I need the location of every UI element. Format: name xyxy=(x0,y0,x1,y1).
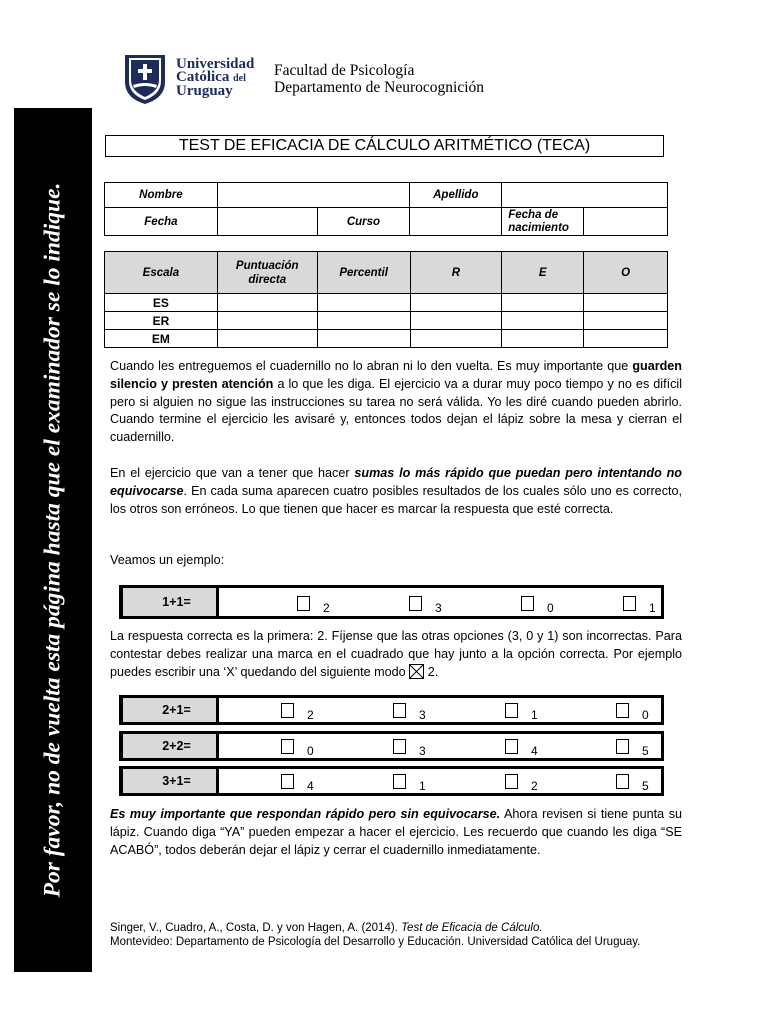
header-puntuacion-directa: Puntuación directa xyxy=(217,252,317,294)
p2-text-c: . En cada suma aparecen cuatro posibles resultados de los cuales sólo uno es correcto, los otros son erróneos. Lo que tienen que hacer es marcar la respuesta que esté correcta. xyxy=(110,483,682,516)
test-title: TEST DE EFICACIA DE CÁLCULO ARITMÉTICO (TECA) xyxy=(105,135,664,157)
checkbox-icon[interactable] xyxy=(409,596,422,611)
checkbox-icon[interactable] xyxy=(281,774,294,789)
option-value: 0 xyxy=(547,601,554,615)
practice-label: 2+1= xyxy=(123,698,219,722)
option-value: 2 xyxy=(307,708,314,722)
practice-row-2 xyxy=(119,731,664,761)
header-o: O xyxy=(584,252,668,294)
instructions-p4 xyxy=(110,628,682,681)
checked-box-icon xyxy=(409,664,424,679)
label-fecha-nacimiento xyxy=(502,208,584,236)
checkbox-icon[interactable] xyxy=(623,596,636,611)
option-value: 4 xyxy=(307,779,314,793)
cell[interactable] xyxy=(584,330,668,348)
option-value: 1 xyxy=(531,708,538,722)
instructions-p5 xyxy=(110,806,682,859)
checkbox-icon[interactable] xyxy=(505,774,518,789)
practice-label: 3+1= xyxy=(123,769,219,793)
instructions-p3: Veamos un ejemplo: xyxy=(110,553,225,567)
label-fecha-nac-line1: Fecha de xyxy=(508,208,559,221)
checkbox-icon[interactable] xyxy=(616,703,629,718)
option-value: 0 xyxy=(642,708,649,722)
practice-row-3 xyxy=(119,766,664,796)
cell[interactable] xyxy=(410,330,502,348)
p1-text-a: Cuando les entreguemos el cuadernillo no lo abran ni lo den vuelta. Es muy importante que xyxy=(110,359,633,373)
p4-text-b: 2. xyxy=(427,664,439,679)
university-name xyxy=(176,58,254,98)
option-value: 5 xyxy=(642,744,649,758)
faculty-name: Facultad de Psicología xyxy=(274,62,415,79)
checkbox-icon[interactable] xyxy=(393,774,406,789)
vertical-banner-text: Por favor, no de vuelta esta página hasta que el examinador se lo indique. xyxy=(39,182,66,898)
label-fecha-nac-line2: nacimiento xyxy=(508,221,569,234)
option-value: 3 xyxy=(419,744,426,758)
university-name-line1: Universidad xyxy=(176,56,255,72)
university-name-line2: Católica xyxy=(176,69,230,85)
field-fecha[interactable] xyxy=(217,208,317,236)
example-options xyxy=(219,588,661,616)
option-value: 2 xyxy=(323,601,330,615)
p2-text-bold: sumas lo más rápido que puedan pero intentando no equivocarse xyxy=(110,466,682,498)
label-apellido: Apellido xyxy=(410,183,502,208)
header-e: E xyxy=(502,252,584,294)
cell[interactable] xyxy=(410,294,502,312)
option-value: 0 xyxy=(307,744,314,758)
cell[interactable] xyxy=(502,294,584,312)
example-row xyxy=(119,585,664,619)
example-label: 1+1= xyxy=(123,588,219,616)
university-logo xyxy=(121,52,169,111)
department-name: Departamento de Neurocognición xyxy=(274,79,485,96)
instructions-p1 xyxy=(110,358,682,447)
field-nombre[interactable] xyxy=(217,183,410,208)
p1-text-c: a lo que les diga. El ejercicio va a durar muy poco tiempo y no es difícil pero si alguien no sigue las instrucciones su tarea no será válida. Yo les diré cuando pueden abrirlo. Cuando termine el ejercicio les avisaré y, entonces todos dejan el lápiz sobre la mesa y cierran el cuadernillo. xyxy=(110,376,682,445)
checkbox-icon[interactable] xyxy=(616,774,629,789)
p1-text-bold: guarden silencio y presten atención xyxy=(110,359,682,391)
option-value: 2 xyxy=(531,779,538,793)
cell[interactable] xyxy=(217,312,317,330)
checkbox-icon[interactable] xyxy=(281,739,294,754)
practice-options xyxy=(219,769,661,793)
p4-text-a: La respuesta correcta es la primera: 2. Fíjense que las otras opciones (3, 0 y 1) son incorrectas. Para contestar debes realizar una marca en el cuadrado que hay junto a la opción correcta. Por ejemplo puedes escribir una ‘X’ quedando del siguiente modo xyxy=(110,629,682,679)
row-label-em: EM xyxy=(105,330,218,348)
score-table xyxy=(104,251,668,348)
practice-options xyxy=(219,698,661,722)
field-curso[interactable] xyxy=(410,208,502,236)
checkbox-icon[interactable] xyxy=(616,739,629,754)
label-fecha: Fecha xyxy=(105,208,218,236)
header-escala: Escala xyxy=(105,252,218,294)
option-value: 1 xyxy=(649,601,656,615)
label-nombre: Nombre xyxy=(105,183,218,208)
practice-label: 2+2= xyxy=(123,734,219,758)
option-value: 4 xyxy=(531,744,538,758)
field-apellido[interactable] xyxy=(502,183,668,208)
citation xyxy=(110,922,670,949)
cell[interactable] xyxy=(317,330,410,348)
citation-title: Test de Eficacia de Cálculo. xyxy=(401,922,543,934)
practice-options xyxy=(219,734,661,758)
field-fecha-nacimiento[interactable] xyxy=(584,208,668,236)
header-percentil: Percentil xyxy=(317,252,410,294)
university-name-line3: Uruguay xyxy=(176,83,233,99)
checkbox-icon[interactable] xyxy=(297,596,310,611)
checkbox-icon[interactable] xyxy=(521,596,534,611)
citation-publisher: Montevideo: Departamento de Psicología del Desarrollo y Educación. Universidad Católica del Uruguay. xyxy=(110,935,641,948)
checkbox-icon[interactable] xyxy=(393,739,406,754)
checkbox-icon[interactable] xyxy=(393,703,406,718)
p5-text-bold: Es muy importante que respondan rápido pero sin equivocarse. xyxy=(110,807,501,821)
option-value: 3 xyxy=(435,601,442,615)
cell[interactable] xyxy=(502,330,584,348)
checkbox-icon[interactable] xyxy=(281,703,294,718)
cell[interactable] xyxy=(217,294,317,312)
checkbox-icon[interactable] xyxy=(505,703,518,718)
p2-text-a: En el ejercicio que van a tener que hacer xyxy=(110,466,355,480)
instructions-p2 xyxy=(110,465,682,518)
option-value: 5 xyxy=(642,779,649,793)
checkbox-icon[interactable] xyxy=(505,739,518,754)
practice-row-1 xyxy=(119,695,664,725)
cell[interactable] xyxy=(317,294,410,312)
cell[interactable] xyxy=(410,312,502,330)
cell[interactable] xyxy=(502,312,584,330)
cell[interactable] xyxy=(584,294,668,312)
label-curso: Curso xyxy=(317,208,410,236)
cell[interactable] xyxy=(584,312,668,330)
row-label-er: ER xyxy=(105,312,218,330)
header-r: R xyxy=(410,252,502,294)
student-info-table xyxy=(104,182,668,236)
faculty-block xyxy=(274,62,484,96)
university-name-del: del xyxy=(233,73,246,84)
p5-text-b: Ahora revisen si tiene punta su lápiz. Cuando diga “YA” pueden empezar a hacer el ejercicio. Les recuerdo que cuando les diga “SE ACABÓ”, todos deberán dejar el lápiz y cerrar el cuadernillo inmediatamente. xyxy=(110,807,682,857)
option-value: 1 xyxy=(419,779,426,793)
cell[interactable] xyxy=(217,330,317,348)
row-label-es: ES xyxy=(105,294,218,312)
option-value: 3 xyxy=(419,708,426,722)
citation-authors: Singer, V., Cuadro, A., Costa, D. y von Hagen, A. (2014). xyxy=(110,922,402,934)
cell[interactable] xyxy=(317,312,410,330)
